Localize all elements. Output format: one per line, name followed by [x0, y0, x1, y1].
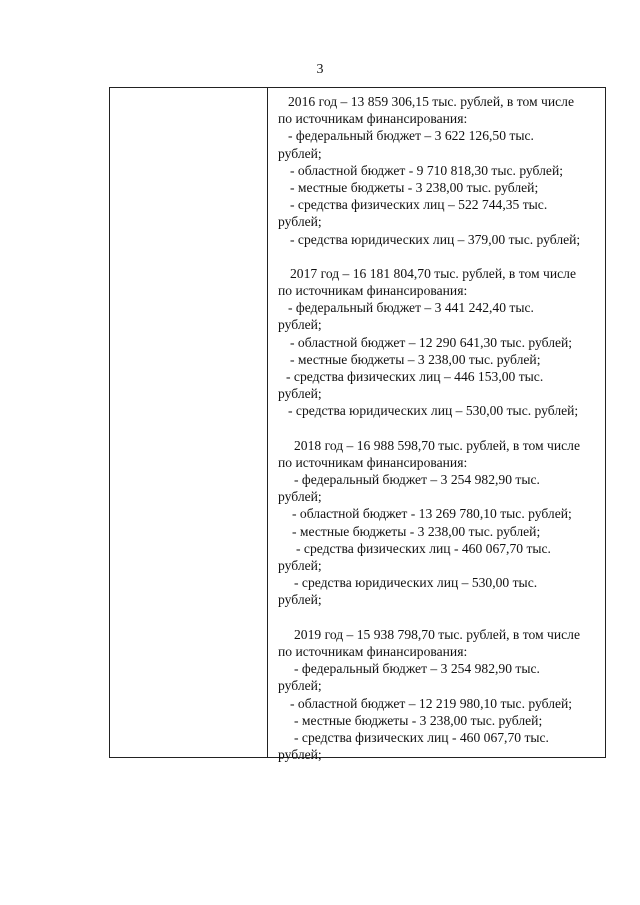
funding-source-line: рублей; [278, 317, 322, 333]
funding-year-block [278, 626, 604, 764]
funding-year-block [278, 265, 604, 420]
year-total-line: 2018 год – 16 988 598,70 тыс. рублей, в том числе [294, 437, 580, 453]
funding-source-line: рублей; [278, 145, 322, 161]
funding-source-line: рублей; [278, 386, 322, 402]
funding-source-line: рублей; [278, 489, 322, 505]
column-divider [267, 88, 268, 757]
funding-source-line: - областной бюджет – 12 290 641,30 тыс. рублей; [290, 334, 573, 350]
funding-source-line: рублей; [278, 747, 322, 763]
funding-source-line: - областной бюджет – 12 219 980,10 тыс. рублей; [290, 695, 573, 711]
funding-source-line: рублей; [278, 678, 322, 694]
funding-year-block [278, 93, 604, 248]
funding-source-line: - средства физических лиц – 522 744,35 тыс. [290, 197, 548, 213]
funding-source-line: - местные бюджеты - 3 238,00 тыс. рублей; [292, 523, 541, 539]
funding-source-line: - местные бюджеты – 3 238,00 тыс. рублей; [290, 351, 541, 367]
funding-source-line: по источникам финансирования: [278, 111, 468, 127]
funding-source-line: - местные бюджеты - 3 238,00 тыс. рублей; [294, 712, 543, 728]
funding-source-line: рублей; [278, 214, 322, 230]
funding-text-cell [278, 93, 604, 763]
funding-source-line: по источникам финансирования: [278, 454, 468, 470]
page-number: 3 [316, 62, 324, 77]
funding-source-line: - местные бюджеты - 3 238,00 тыс. рублей; [290, 180, 539, 196]
funding-source-line: рублей; [278, 558, 322, 574]
funding-source-line: - средства юридических лиц – 379,00 тыс. рублей; [290, 231, 581, 247]
funding-source-line: - средства физических лиц - 460 067,70 тыс. [294, 729, 549, 745]
funding-source-line: - средства юридических лиц – 530,00 тыс. рублей; [288, 403, 579, 419]
funding-source-line: - областной бюджет - 13 269 780,10 тыс. рублей; [292, 506, 572, 522]
funding-source-line: - федеральный бюджет – 3 441 242,40 тыс. [288, 300, 534, 316]
content-table [109, 87, 606, 763]
funding-source-line: рублей; [278, 592, 322, 608]
paragraph-gap [278, 609, 604, 626]
paragraph-gap [278, 420, 604, 437]
year-total-line: 2019 год – 15 938 798,70 тыс. рублей, в том числе [294, 626, 580, 642]
funding-source-line: - федеральный бюджет – 3 622 126,50 тыс. [288, 128, 534, 144]
funding-source-line: - средства физических лиц – 446 153,00 тыс. [286, 369, 544, 385]
funding-source-line: - областной бюджет - 9 710 818,30 тыс. рублей; [290, 162, 563, 178]
funding-source-line: - средства физических лиц - 460 067,70 тыс. [296, 540, 551, 556]
paragraph-gap [278, 248, 604, 265]
funding-source-line: - федеральный бюджет – 3 254 982,90 тыс. [294, 661, 540, 677]
funding-year-block [278, 437, 604, 609]
funding-source-line: по источникам финансирования: [278, 643, 468, 659]
funding-source-line: - федеральный бюджет – 3 254 982,90 тыс. [294, 472, 540, 488]
year-total-line: 2016 год – 13 859 306,15 тыс. рублей, в том числе [288, 94, 574, 109]
year-total-line: 2017 год – 16 181 804,70 тыс. рублей, в том числе [290, 265, 576, 281]
funding-source-line: по источникам финансирования: [278, 283, 468, 299]
funding-source-line: - средства юридических лиц – 530,00 тыс. [294, 575, 538, 591]
